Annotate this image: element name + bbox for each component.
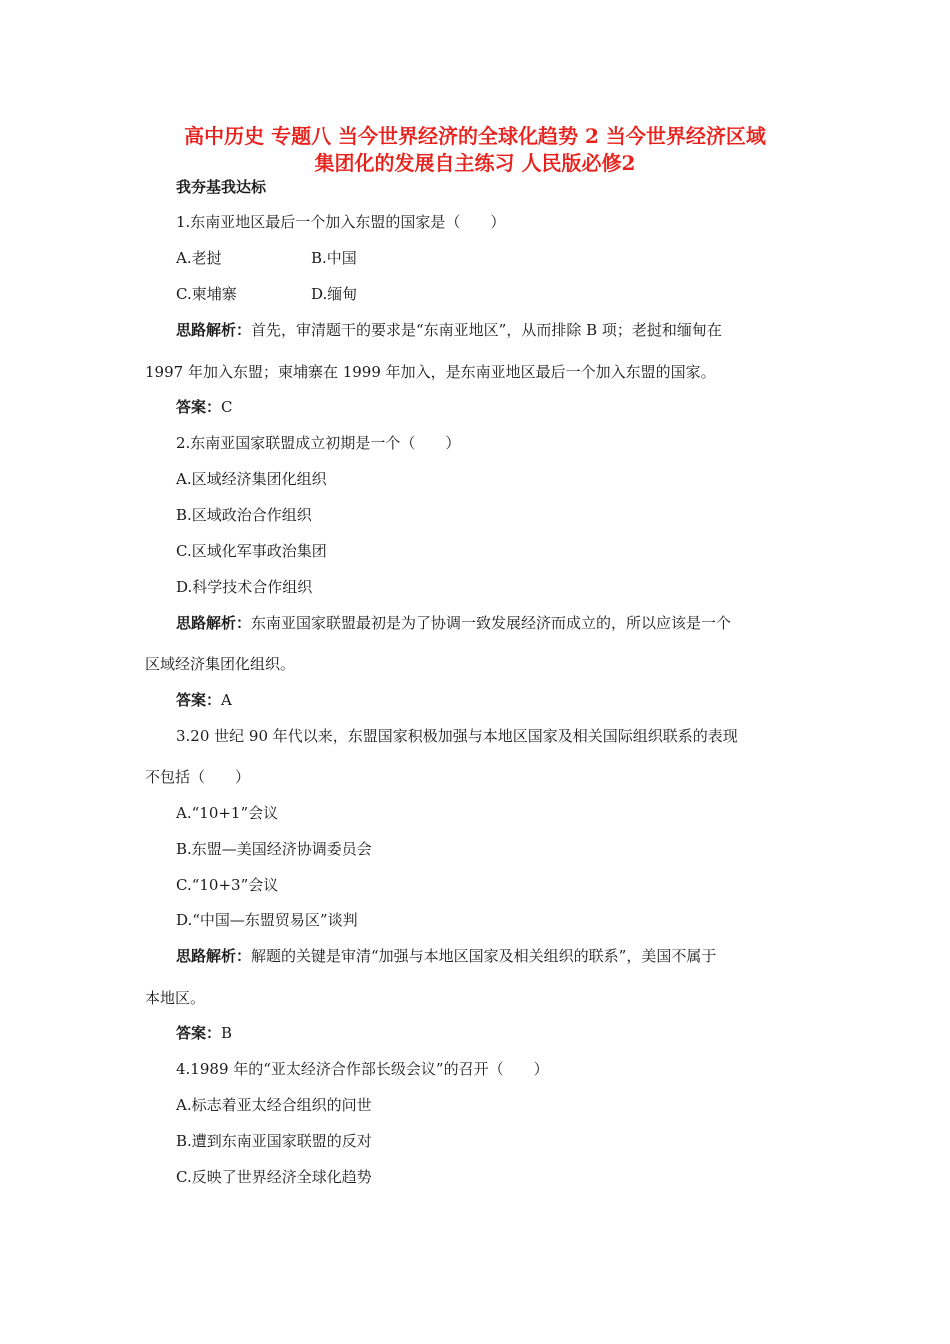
document-title-line2: 集团化的发展自主练习 人民版必修2: [314, 151, 636, 175]
q4-option-c: C.反映了世界经济全球化趋势: [176, 1168, 372, 1186]
q3-option-a: A.“10+1”会议: [176, 804, 279, 822]
q2-answer-value: A: [221, 691, 232, 709]
q3-stem-line1: 3.20 世纪 90 年代以来，东盟国家积极加强与本地区国家及相关国际组织联系的表现: [176, 727, 738, 745]
q1-option-d: D.缅甸: [311, 285, 358, 303]
q1-answer: [176, 397, 233, 417]
q2-stem: 2.东南亚国家联盟成立初期是一个（ ）: [176, 434, 461, 452]
q2-analysis-text2: 区域经济集团化组织。: [145, 655, 296, 673]
q1-analysis-text1: 首先，审清题干的要求是“东南亚地区”，从而排除 B 项；老挝和缅甸在: [251, 321, 722, 339]
q2-option-d: D.科学技术合作组织: [176, 578, 313, 596]
q3-analysis-label: 思路解析：: [176, 947, 252, 965]
q1-option-b: B.中国: [311, 249, 357, 267]
q2-answer-label: 答案：: [176, 691, 222, 709]
q1-stem: 1.东南亚地区最后一个加入东盟的国家是（ ）: [176, 213, 506, 231]
q2-answer: [176, 690, 232, 710]
section-heading: 我夯基我达标: [176, 178, 267, 196]
q1-analysis-text2: 1997 年加入东盟；柬埔寨在 1999 年加入，是东南亚地区最后一个加入东盟的国家。: [145, 363, 716, 381]
q3-analysis-text1: 解题的关键是审清“加强与本地区国家及相关组织的联系”，美国不属于: [251, 947, 717, 965]
q2-analysis: [176, 613, 731, 633]
q3-analysis-text2: 本地区。: [145, 989, 206, 1007]
q1-options-row2: [176, 284, 576, 304]
q2-analysis-label: 思路解析：: [176, 614, 252, 632]
q1-option-c: C.柬埔寨: [176, 285, 237, 303]
q3-answer: [176, 1023, 232, 1043]
q2-option-c: C.区域化军事政治集团: [176, 542, 327, 560]
q3-option-c: C.“10+3”会议: [176, 876, 279, 894]
q1-analysis: [176, 320, 722, 340]
q2-option-a: A.区域经济集团化组织: [176, 470, 327, 488]
q3-answer-label: 答案：: [176, 1024, 222, 1042]
q1-analysis-label: 思路解析：: [176, 321, 252, 339]
q3-answer-value: B: [221, 1024, 233, 1042]
q2-option-b: B.区域政治合作组织: [176, 506, 312, 524]
document-title-line1: 高中历史 专题八 当今世界经济的全球化趋势 2 当今世界经济区域: [184, 124, 766, 148]
q1-options-row1: [176, 248, 576, 268]
q1-answer-label: 答案：: [176, 398, 222, 416]
q2-analysis-text1: 东南亚国家联盟最初是为了协调一致发展经济而成立的，所以应该是一个: [251, 614, 732, 632]
q4-stem: 4.1989 年的“亚太经济合作部长级会议”的召开（ ）: [176, 1060, 549, 1078]
q1-answer-value: C: [221, 398, 233, 416]
q4-option-b: B.遭到东南亚国家联盟的反对: [176, 1132, 372, 1150]
q3-stem-line2: 不包括（ ）: [145, 768, 251, 786]
q4-option-a: A.标志着亚太经合组织的问世: [176, 1096, 372, 1114]
q1-option-a: A.老挝: [176, 249, 222, 267]
q3-option-d: D.“中国—东盟贸易区”谈判: [176, 911, 358, 929]
q3-analysis: [176, 946, 716, 966]
q3-option-b: B.东盟—美国经济协调委员会: [176, 840, 372, 858]
